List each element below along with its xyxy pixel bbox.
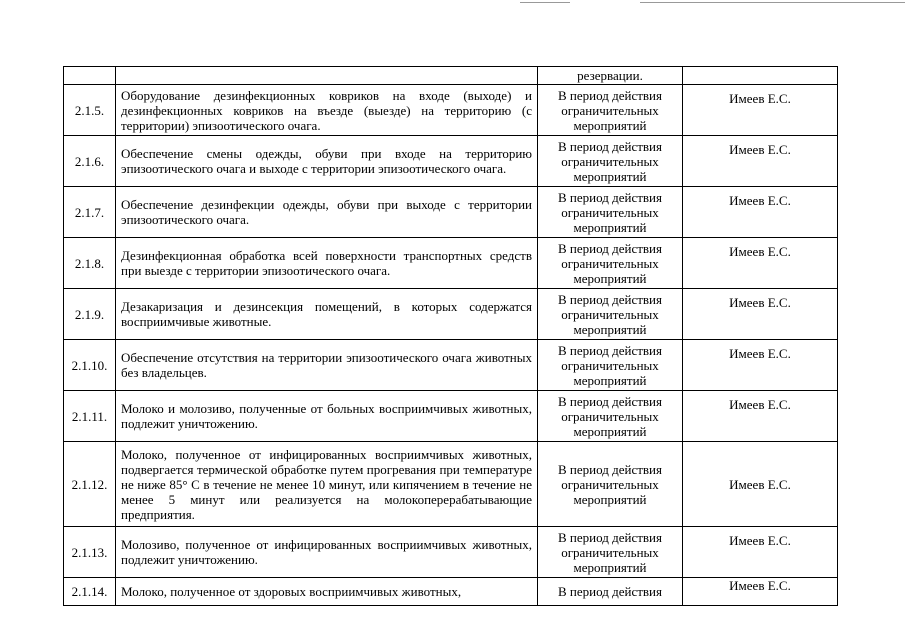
row-responsible: Имеев Е.С. — [683, 340, 838, 391]
row-number: 2.1.5. — [64, 85, 116, 136]
row-term: В период действия — [538, 578, 683, 606]
row-action: Молоко, полученное от здоровых восприимчивых животных, — [116, 578, 538, 606]
header-rule-right — [640, 2, 905, 3]
row-responsible: Имеев Е.С. — [683, 442, 838, 527]
row-action: Молоко и молозиво, полученные от больных восприимчивых животных, подлежит уничтожению. — [116, 391, 538, 442]
row-term: В период действия ограничительных мероприятий — [538, 442, 683, 527]
row-action: Обеспечение смены одежды, обуви при входе на территорию эпизоотического очага и выходе с территории эпизоотического очага. — [116, 136, 538, 187]
row-action: Молозиво, полученное от инфицированных восприимчивых животных, подлежит уничтожению. — [116, 527, 538, 578]
row-number: 2.1.11. — [64, 391, 116, 442]
row-number: 2.1.12. — [64, 442, 116, 527]
table-row — [64, 578, 838, 606]
table-row — [64, 391, 838, 442]
row-action: Обеспечение отсутствия на территории эпизоотического очага животных без владельцев. — [116, 340, 538, 391]
row-action: Дезинфекционная обработка всей поверхности транспортных средств при выезде с территории эпизоотического очага. — [116, 238, 538, 289]
table-row — [64, 187, 838, 238]
table-row — [64, 85, 838, 136]
row-responsible: Имеев Е.С. — [683, 289, 838, 340]
row-number: 2.1.7. — [64, 187, 116, 238]
row-responsible: Имеев Е.С. — [683, 527, 838, 578]
table-row — [64, 442, 838, 527]
row-number — [64, 67, 116, 85]
row-responsible — [683, 67, 838, 85]
row-action: Обеспечение дезинфекции одежды, обуви при выходе с территории эпизоотического очага. — [116, 187, 538, 238]
row-term: В период действия ограничительных мероприятий — [538, 136, 683, 187]
table-row — [64, 136, 838, 187]
row-term: В период действия ограничительных мероприятий — [538, 527, 683, 578]
table-row — [64, 67, 838, 85]
row-number: 2.1.10. — [64, 340, 116, 391]
row-term: В период действия ограничительных мероприятий — [538, 289, 683, 340]
row-term: В период действия ограничительных мероприятий — [538, 85, 683, 136]
row-term: резервации. — [538, 67, 683, 85]
row-action — [116, 67, 538, 85]
row-term: В период действия ограничительных мероприятий — [538, 238, 683, 289]
row-responsible: Имеев Е.С. — [683, 136, 838, 187]
row-term: В период действия ограничительных мероприятий — [538, 187, 683, 238]
table-row — [64, 340, 838, 391]
row-action: Оборудование дезинфекционных ковриков на входе (выходе) и дезинфекционных ковриков на въезде (выезде) на территорию (с территории) эпизоотического очага. — [116, 85, 538, 136]
table-row — [64, 238, 838, 289]
row-term: В период действия ограничительных мероприятий — [538, 391, 683, 442]
row-number: 2.1.6. — [64, 136, 116, 187]
row-number: 2.1.14. — [64, 578, 116, 606]
header-rule-left — [520, 2, 570, 3]
row-responsible: Имеев Е.С. — [683, 187, 838, 238]
row-action: Дезакаризация и дезинсекция помещений, в которых содержатся восприимчивые животные. — [116, 289, 538, 340]
row-term: В период действия ограничительных мероприятий — [538, 340, 683, 391]
row-number: 2.1.8. — [64, 238, 116, 289]
table-row — [64, 527, 838, 578]
measures-table — [63, 66, 838, 606]
row-responsible: Имеев Е.С. — [683, 391, 838, 442]
row-action: Молоко, полученное от инфицированных восприимчивых животных, подвергается термической обработке путем прогревания при температуре не ниже 85° С в течение не менее 10 минут, или кипячением в течение не менее 5 минут или реализуется на молокоперерабатывающие предприятия. — [116, 442, 538, 527]
row-responsible: Имеев Е.С. — [683, 578, 838, 606]
table-row — [64, 289, 838, 340]
row-number: 2.1.13. — [64, 527, 116, 578]
row-number: 2.1.9. — [64, 289, 116, 340]
row-responsible: Имеев Е.С. — [683, 238, 838, 289]
row-responsible: Имеев Е.С. — [683, 85, 838, 136]
